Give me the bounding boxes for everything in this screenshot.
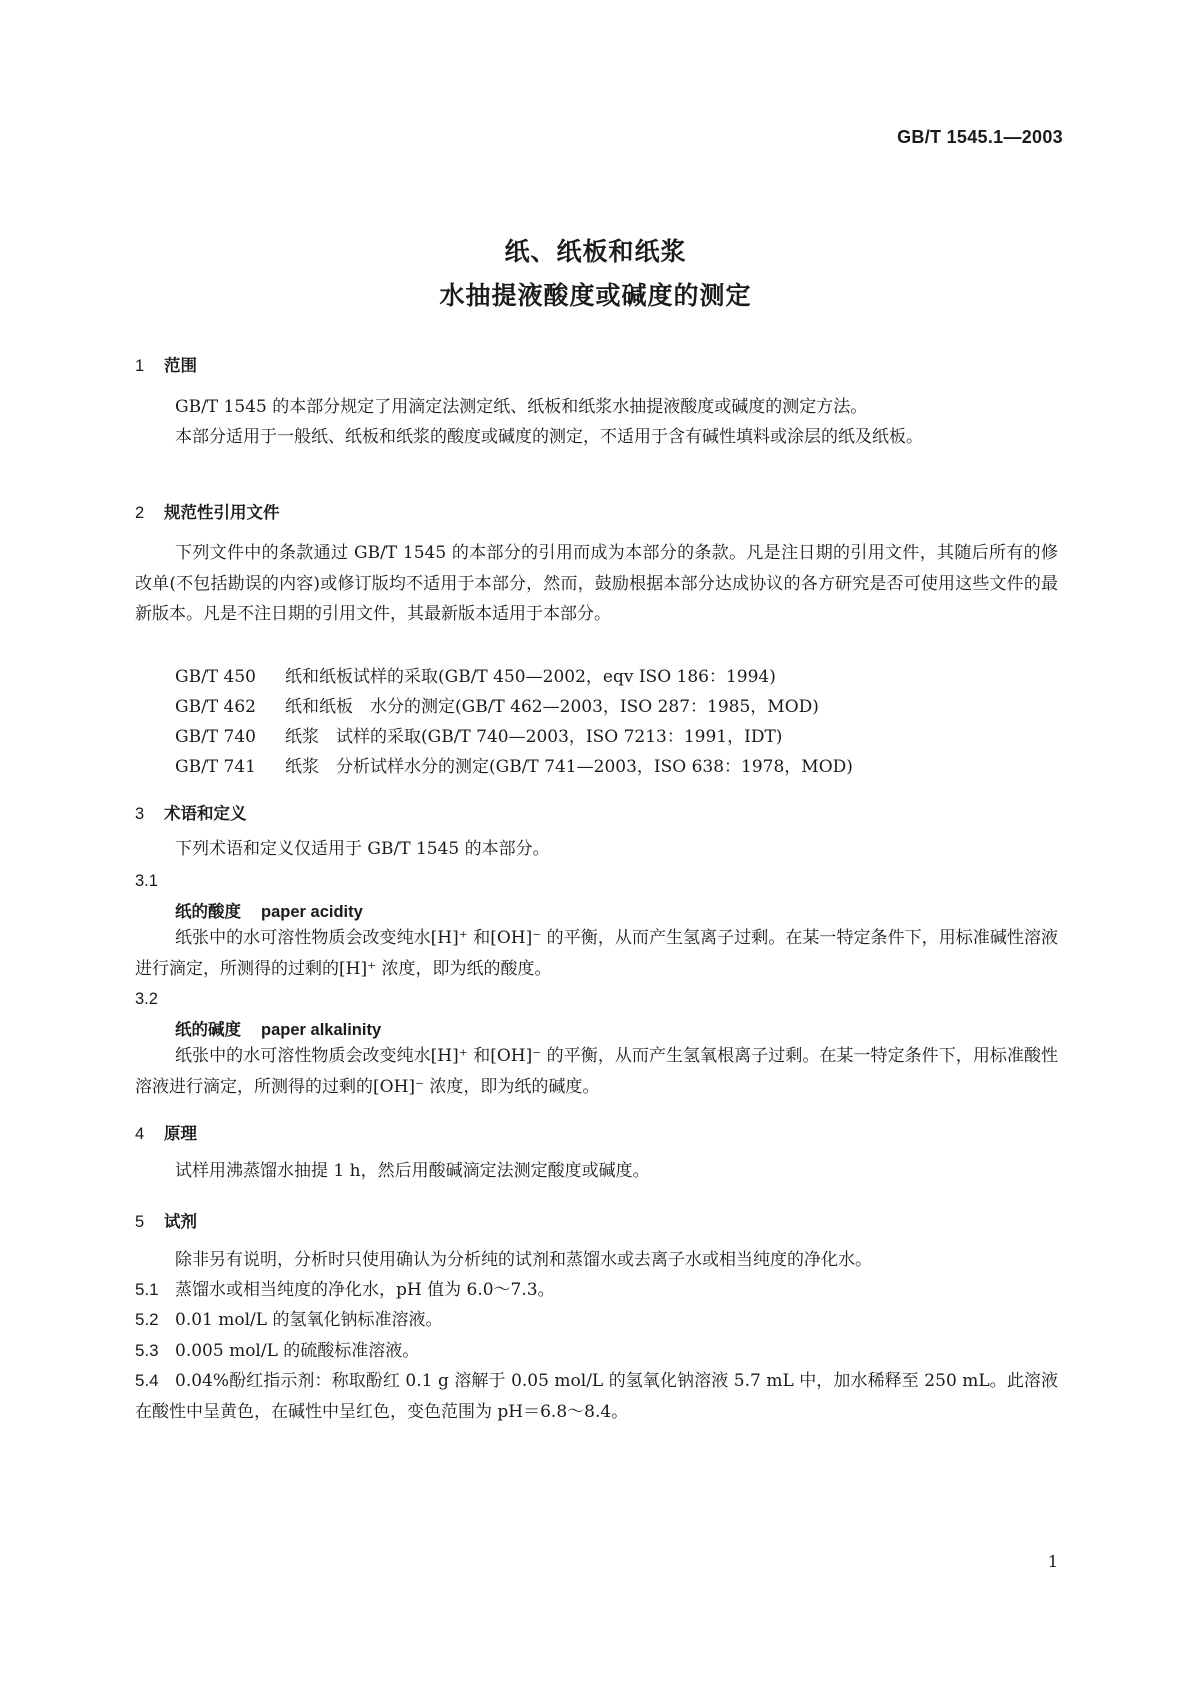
term-chinese: 纸的酸度 — [175, 902, 241, 921]
section-5-heading — [135, 1208, 197, 1232]
document-title-line-2: 水抽提液酸度或碱度的测定 — [439, 281, 752, 310]
term-3-2 — [175, 1016, 381, 1040]
item-number: 5.3 — [135, 1341, 159, 1360]
normative-reference — [175, 722, 782, 747]
section-2-heading — [135, 499, 280, 523]
section-title: 原理 — [164, 1124, 197, 1143]
section-number: 4 — [135, 1125, 145, 1143]
section-1-heading — [135, 352, 197, 376]
section-5-paragraph: 除非另有说明，分析时只使用确认为分析纯的试剂和蒸馏水或去离子水或相当纯度的净化水。 — [175, 1250, 872, 1270]
reference-title: 纸浆 试样的采取(GB/T 740—2003，ISO 7213：1991，IDT) — [285, 727, 783, 747]
document-title-line-1: 纸、纸板和纸浆 — [504, 237, 687, 266]
item-text: 蒸馏水或相当纯度的净化水，pH 值为 6.0～7.3。 — [175, 1280, 555, 1300]
section-3-heading — [135, 800, 247, 824]
item-number: 5.2 — [135, 1310, 159, 1329]
item-text: 0.01 mol/L 的氢氧化钠标准溶液。 — [175, 1310, 443, 1330]
normative-reference — [175, 752, 853, 777]
section-number: 3 — [135, 805, 145, 823]
section-4-heading — [135, 1120, 197, 1144]
term-chinese: 纸的碱度 — [175, 1020, 241, 1039]
reagent-item — [135, 1305, 1058, 1336]
section-number: 2 — [135, 504, 145, 522]
term-english: paper alkalinity — [261, 1021, 382, 1039]
reference-title: 纸和纸板试样的采取(GB/T 450—2002，eqv ISO 186：1994) — [285, 667, 776, 687]
term-3-1-number: 3.1 — [135, 872, 158, 890]
section-4-paragraph: 试样用沸蒸馏水抽提 1 h，然后用酸碱滴定法测定酸度或碱度。 — [175, 1161, 650, 1181]
item-text: 0.005 mol/L 的硫酸标准溶液。 — [175, 1341, 420, 1361]
standard-number: GB/T 1545.1—2003 — [897, 127, 1063, 147]
reference-title: 纸和纸板 水分的测定(GB/T 462—2003，ISO 287：1985，MOD) — [285, 697, 819, 717]
item-number: 5.4 — [135, 1371, 159, 1390]
section-1-paragraph-1: GB/T 1545 的本部分规定了用滴定法测定纸、纸板和纸浆水抽提液酸度或碱度的测定方法。 — [175, 397, 868, 417]
section-title: 规范性引用文件 — [164, 503, 280, 522]
normative-reference — [175, 662, 776, 687]
reference-code: GB/T 450 — [175, 667, 256, 687]
item-number: 5.1 — [135, 1280, 159, 1299]
section-title: 范围 — [164, 356, 197, 375]
reference-code: GB/T 741 — [175, 757, 256, 777]
term-english: paper acidity — [261, 903, 363, 921]
reagent-item — [135, 1366, 1058, 1427]
reference-code: GB/T 740 — [175, 727, 256, 747]
normative-reference — [175, 692, 819, 717]
reagent-item — [135, 1275, 1058, 1306]
reference-code: GB/T 462 — [175, 697, 256, 717]
reagent-item — [135, 1336, 1058, 1367]
term-3-2-number: 3.2 — [135, 990, 158, 1008]
section-3-paragraph: 下列术语和定义仅适用于 GB/T 1545 的本部分。 — [175, 839, 550, 859]
term-3-2-definition: 纸张中的水可溶性物质会改变纯水[H]⁺ 和[OH]⁻ 的平衡，从而产生氢氧根离子过剩。在某一特定条件下，用标准酸性溶液进行滴定，所测得的过剩的[OH]⁻ 浓度，即为纸的碱度。 — [135, 1046, 1058, 1097]
page-number: 1 — [1047, 1552, 1058, 1571]
section-title: 试剂 — [164, 1212, 197, 1231]
section-1-paragraph-2: 本部分适用于一般纸、纸板和纸浆的酸度或碱度的测定，不适用于含有碱性填料或涂层的纸及纸板。 — [175, 427, 923, 447]
section-2-paragraph: 下列文件中的条款通过 GB/T 1545 的本部分的引用而成为本部分的条款。凡是注日期的引用文件，其随后所有的修改单(不包括勘误的内容)或修订版均不适用于本部分，然而，鼓励根据本部分达成协议的各方研究是否可使用这些文件的最新版本。凡是不注日期的引用文件，其最新版本适用于本部分。 — [135, 543, 1058, 624]
section-number: 1 — [135, 357, 145, 375]
section-title: 术语和定义 — [164, 804, 247, 823]
reference-title: 纸浆 分析试样水分的测定(GB/T 741—2003，ISO 638：1978，MOD) — [285, 757, 853, 777]
item-text: 0.04%酚红指示剂：称取酚红 0.1 g 溶解于 0.05 mol/L 的氢氧化钠溶液 5.7 mL 中，加水稀释至 250 mL。此溶液在酸性中呈黄色，在碱性中呈红色，变色范围为 pH＝6.8～8.4。 — [135, 1371, 1058, 1422]
term-3-1 — [175, 898, 363, 922]
section-number: 5 — [135, 1213, 145, 1231]
term-3-1-definition: 纸张中的水可溶性物质会改变纯水[H]⁺ 和[OH]⁻ 的平衡，从而产生氢离子过剩。在某一特定条件下，用标准碱性溶液进行滴定，所测得的过剩的[H]⁺ 浓度，即为纸的酸度。 — [135, 928, 1058, 979]
